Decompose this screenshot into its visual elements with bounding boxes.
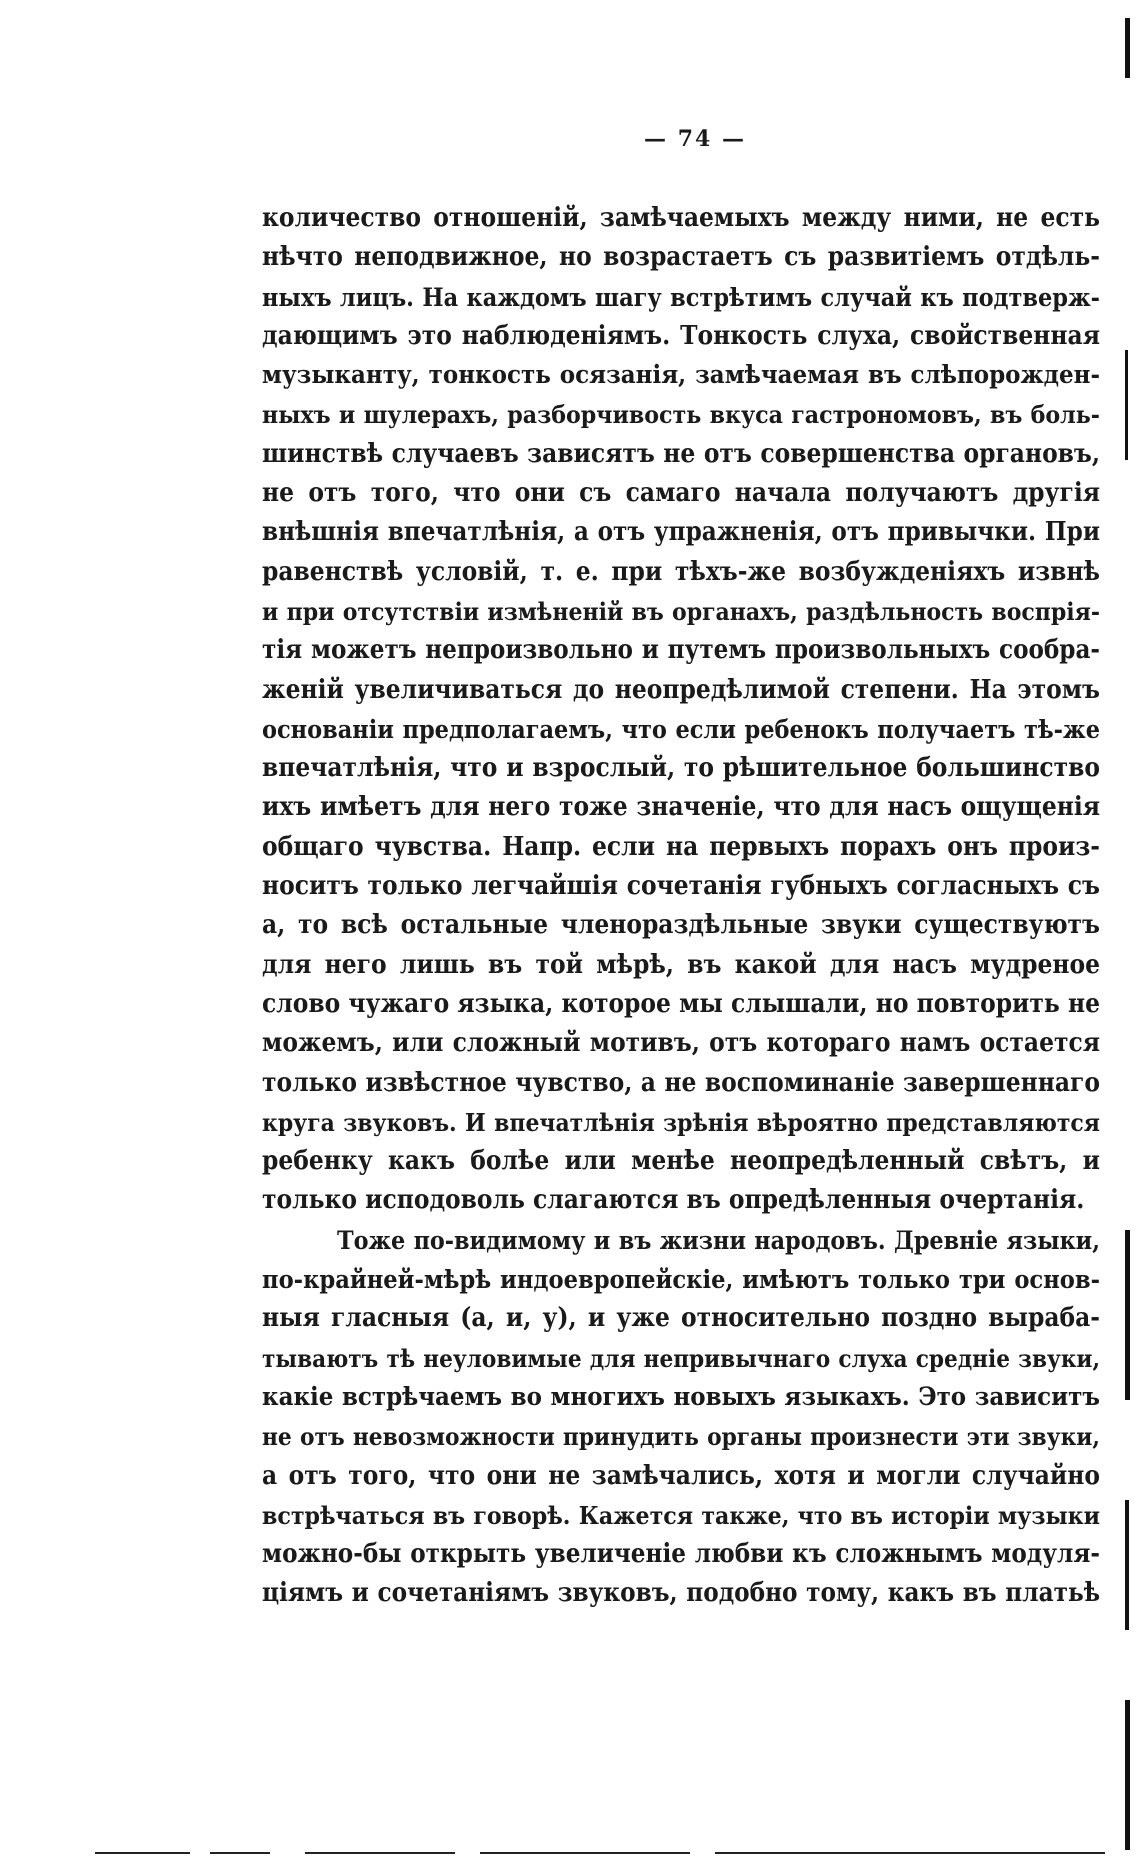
text-line: только извѣстное чувство, а не воспоминаніе завершеннаго (262, 1067, 1100, 1098)
text-line: круга звуковъ. И впечатлѣнія зрѣнія вѣроятно представляются (262, 1107, 1100, 1137)
text-line: а отъ того, что они не замѣчались, хотя и могли случайно (262, 1460, 1100, 1491)
scan-edge-mark (480, 1852, 690, 1854)
text-line: ныхъ лицъ. На каждомъ шагу встрѣтимъ случай къ подтверж- (262, 282, 1100, 312)
text-line: впечатлѣнія, что и взрослый, то рѣшительное большинство (262, 753, 1100, 784)
text-line: тія можетъ непроизвольно и путемъ произвольныхъ сообра- (262, 635, 1100, 666)
text-line: ныя гласныя (а, и, у), и уже относительно поздно выраба- (262, 1303, 1100, 1334)
text-line: Тоже по-видимому и въ жизни народовъ. Древніе языки, (337, 1225, 1100, 1255)
text-line: женій увеличиваться до неопредѣлимой степени. На этомъ (262, 674, 1100, 705)
scan-edge-mark (210, 1852, 270, 1854)
binding-edge-mark (1125, 1700, 1130, 1850)
text-line: не отъ невозможности принудить органы произнести эти звуки, (262, 1422, 1100, 1452)
text-line: по-крайней-мѣрѣ индоевропейскіе, имѣютъ только три основ- (262, 1264, 1100, 1295)
text-line: внѣшнія впечатлѣнія, а отъ упражненія, отъ привычки. При (262, 517, 1100, 548)
text-line: для него лишь въ той мѣрѣ, въ какой для насъ мудреное (262, 949, 1100, 980)
text-line: тываютъ тѣ неуловимые для непривычнаго слуха средніе звуки, (262, 1343, 1100, 1373)
binding-edge-mark (1125, 18, 1130, 78)
text-line: а, то всѣ остальные членораздѣльные звуки существуютъ (262, 910, 1100, 941)
text-line: можемъ, или сложный мотивъ, отъ котораго намъ остается (262, 1028, 1100, 1059)
text-line: только исподоволь слагаются въ опредѣленныя очертанія. (262, 1185, 1085, 1216)
binding-edge-mark (1125, 1500, 1129, 1630)
text-line: можно-бы открыть увеличеніе любви къ сложнымъ модуля- (262, 1539, 1100, 1570)
text-line: не отъ того, что они съ самаго начала получаютъ другія (262, 478, 1100, 509)
text-line: основаніи предполагаемъ, что если ребенокъ получаетъ тѣ-же (262, 714, 1100, 744)
text-line: нѣчто неподвижное, но возрастаетъ съ развитіемъ отдѣль- (262, 242, 1100, 273)
text-line: общаго чувства. Напр. если на первыхъ порахъ онъ произ- (262, 831, 1100, 862)
text-line: равенствѣ условій, т. е. при тѣхъ-же возбужденіяхъ извнѣ (262, 556, 1100, 587)
binding-edge-mark (1125, 1230, 1130, 1400)
scan-edge-mark (305, 1852, 455, 1854)
text-line: какіе встрѣчаемъ во многихъ новыхъ языкахъ. Это зависитъ (262, 1381, 1100, 1412)
text-line: ихъ имѣетъ для него тоже значеніе, что для насъ ощущенія (262, 792, 1100, 823)
text-line: музыканту, тонкость осязанія, замѣчаемая въ слѣпорожден- (262, 360, 1100, 391)
text-line: встрѣчаться въ говорѣ. Кажется также, что въ исторіи музыки (262, 1500, 1100, 1530)
page-number: — 74 — (644, 126, 746, 152)
text-line: слово чужаго языка, которое мы слышали, но повторить не (262, 988, 1100, 1019)
text-line: ныхъ и шулерахъ, разборчивость вкуса гастрономовъ, въ боль- (262, 400, 1100, 430)
scan-edge-mark (715, 1852, 1105, 1854)
page-text (262, 199, 1100, 1614)
text-line: дающимъ это наблюденіямъ. Тонкость слуха, свойственная (262, 320, 1100, 351)
text-line: количество отношеній, замѣчаемыхъ между ними, не есть (262, 203, 1100, 233)
text-line: ціямъ и сочетаніямъ звуковъ, подобно тому, какъ въ платьѣ (262, 1578, 1100, 1609)
binding-edge-mark (1125, 350, 1128, 460)
text-line: и при отсутствіи измѣненій въ органахъ, раздѣльность воспрія- (262, 596, 1100, 626)
scan-edge-mark (95, 1852, 190, 1854)
text-line: ребенку какъ болѣе или менѣе неопредѣленный свѣтъ, и (262, 1146, 1100, 1177)
text-line: носитъ только легчайшія сочетанія губныхъ согласныхъ съ (262, 871, 1100, 902)
text-line: шинствѣ случаевъ зависятъ не отъ совершенства органовъ, (262, 438, 1100, 469)
